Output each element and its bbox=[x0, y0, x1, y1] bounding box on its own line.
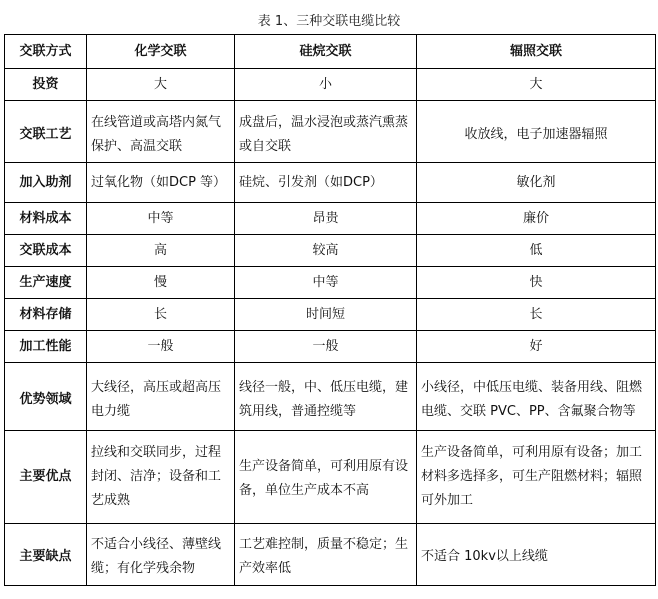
table-row bbox=[5, 524, 656, 586]
table-cell: 时间短 bbox=[235, 299, 417, 331]
row-label: 生产速度 bbox=[5, 267, 87, 299]
table-cell: 小 bbox=[235, 69, 417, 101]
table-cell: 生产设备简单，可利用原有设备；加工材料多选择多，可生产阻燃材料；辐照可外加工 bbox=[417, 431, 656, 524]
table-cell: 长 bbox=[417, 299, 656, 331]
table-cell: 硅烷、引发剂（如DCP） bbox=[235, 163, 417, 203]
table-cell: 生产设备简单，可利用原有设备，单位生产成本不高 bbox=[235, 431, 417, 524]
row-label: 主要优点 bbox=[5, 431, 87, 524]
table-row bbox=[5, 235, 656, 267]
row-label: 材料存储 bbox=[5, 299, 87, 331]
table-row bbox=[5, 299, 656, 331]
comparison-table bbox=[4, 34, 656, 586]
table-cell: 快 bbox=[417, 267, 656, 299]
row-label: 加工性能 bbox=[5, 331, 87, 363]
table-row bbox=[5, 163, 656, 203]
table-row bbox=[5, 267, 656, 299]
row-label: 交联成本 bbox=[5, 235, 87, 267]
table-cell: 工艺难控制，质量不稳定；生产效率低 bbox=[235, 524, 417, 586]
table-cell: 大 bbox=[87, 69, 235, 101]
table-row bbox=[5, 69, 656, 101]
table-cell: 低 bbox=[417, 235, 656, 267]
table-cell: 不适合 10kv以上线缆 bbox=[417, 524, 656, 586]
table-cell: 一般 bbox=[235, 331, 417, 363]
header-cell: 硅烷交联 bbox=[235, 35, 417, 69]
table-cell: 大线径，高压或超高压电力缆 bbox=[87, 363, 235, 431]
table-cell: 线径一般，中、低压电缆，建筑用线，普通控缆等 bbox=[235, 363, 417, 431]
table-cell: 中等 bbox=[87, 203, 235, 235]
table-cell: 敏化剂 bbox=[417, 163, 656, 203]
header-cell: 辐照交联 bbox=[417, 35, 656, 69]
table-cell: 过氧化物（如DCP 等） bbox=[87, 163, 235, 203]
header-cell: 交联方式 bbox=[5, 35, 87, 69]
table-cell: 在线管道或高塔内氮气保护、高温交联 bbox=[87, 101, 235, 163]
row-label: 材料成本 bbox=[5, 203, 87, 235]
table-row bbox=[5, 203, 656, 235]
row-label: 投资 bbox=[5, 69, 87, 101]
table-cell: 成盘后，温水浸泡或蒸汽熏蒸或自交联 bbox=[235, 101, 417, 163]
table-cell: 高 bbox=[87, 235, 235, 267]
row-label: 主要缺点 bbox=[5, 524, 87, 586]
table-cell: 较高 bbox=[235, 235, 417, 267]
table-cell: 收放线，电子加速器辐照 bbox=[417, 101, 656, 163]
table-cell: 中等 bbox=[235, 267, 417, 299]
row-label: 加入助剂 bbox=[5, 163, 87, 203]
table-row bbox=[5, 431, 656, 524]
table-cell: 好 bbox=[417, 331, 656, 363]
table-caption: 表 1、三种交联电缆比较 bbox=[257, 14, 401, 29]
table-row bbox=[5, 363, 656, 431]
table-cell: 一般 bbox=[87, 331, 235, 363]
table-row bbox=[5, 101, 656, 163]
table-cell: 大 bbox=[417, 69, 656, 101]
table-cell: 慢 bbox=[87, 267, 235, 299]
row-label: 交联工艺 bbox=[5, 101, 87, 163]
header-cell: 化学交联 bbox=[87, 35, 235, 69]
table-cell: 昂贵 bbox=[235, 203, 417, 235]
table-cell: 长 bbox=[87, 299, 235, 331]
table-cell: 拉线和交联同步，过程封闭、洁净；设备和工艺成熟 bbox=[87, 431, 235, 524]
table-row bbox=[5, 331, 656, 363]
row-label: 优势领域 bbox=[5, 363, 87, 431]
table-cell: 廉价 bbox=[417, 203, 656, 235]
header-row bbox=[5, 35, 656, 69]
table-cell: 不适合小线径、薄壁线缆；有化学残余物 bbox=[87, 524, 235, 586]
table-cell: 小线径，中低压电缆、装备用线、阻燃电缆、交联 PVC、PP、含氟聚合物等 bbox=[417, 363, 656, 431]
